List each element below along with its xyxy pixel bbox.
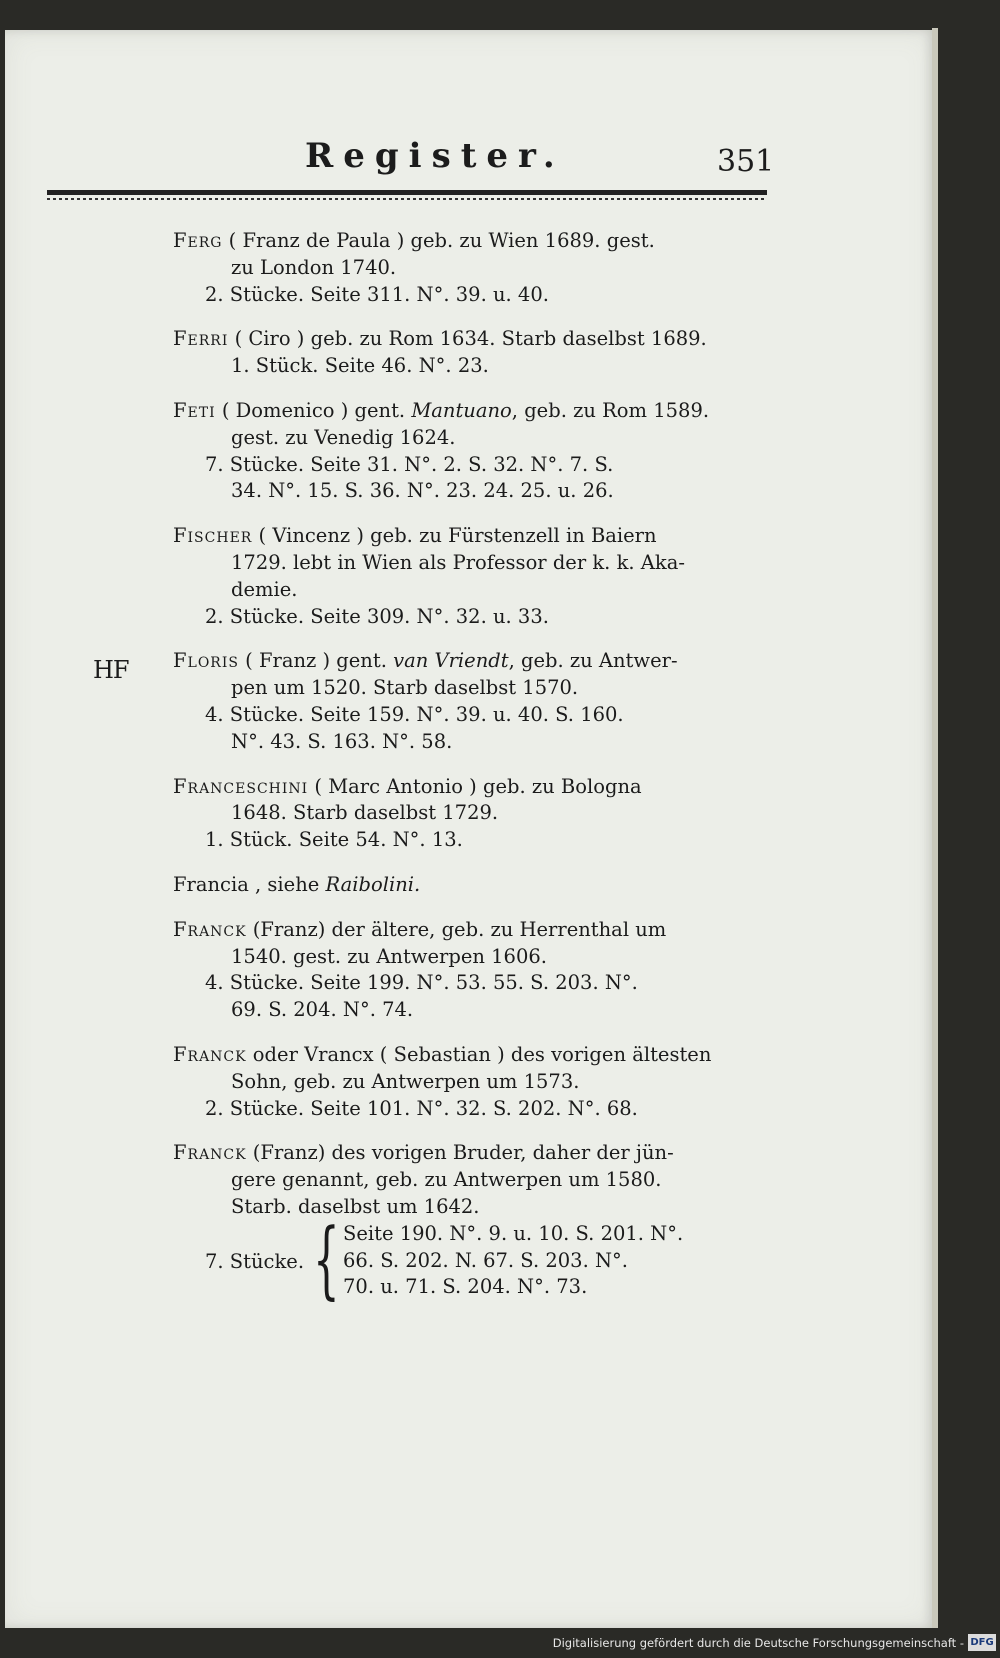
entry-floris: Floris ( Franz ) gent. van Vriendt, geb. zu Antwer- pen um 1520. Starb daselbst 1570. 4. Stücke. Seite 159. N°. 39. u. 40. S. 160. N°. 43. S. 163. N°. 58. bbox=[173, 648, 773, 755]
margin-note: HF bbox=[93, 656, 129, 684]
register-entries bbox=[173, 228, 773, 1323]
entry-franceschini: Franceschini ( Marc Antonio ) geb. zu Bologna 1648. Starb daselbst 1729. 1. Stück. Seite 54. N°. 13. bbox=[173, 774, 773, 854]
entry-line: Sohn, geb. zu Antwerpen um 1573. bbox=[231, 1069, 580, 1093]
works-list bbox=[343, 1221, 683, 1301]
footer-bar bbox=[0, 1630, 1000, 1658]
curly-brace-icon: { bbox=[313, 1209, 340, 1308]
entry-line: gere genannt, geb. zu Antwerpen um 1580. bbox=[231, 1168, 662, 1192]
book-page bbox=[5, 30, 935, 1628]
works-line: 70. u. 71. S. 204. N°. 73. bbox=[343, 1275, 588, 1299]
entry-name: Franck bbox=[173, 917, 247, 941]
entry-line: demie. bbox=[231, 577, 298, 601]
entry-name: Franck bbox=[173, 1042, 247, 1066]
works-line: 66. S. 202. N. 67. S. 203. N°. bbox=[343, 1248, 628, 1272]
entry-name: Franceschini bbox=[173, 774, 309, 798]
entry-line: gest. zu Venedig 1624. bbox=[231, 425, 456, 449]
page-number: 351 bbox=[717, 144, 775, 179]
works-line: Seite 190. N°. 9. u. 10. S. 201. N°. bbox=[343, 1221, 684, 1245]
funding-credit: Digitalisierung gefördert durch die Deutsche Forschungsgemeinschaft - bbox=[552, 1636, 964, 1650]
entry-fischer: Fischer ( Vincenz ) geb. zu Fürstenzell in Baiern 1729. lebt in Wien als Professor der k. k. Aka- demie. 2. Stücke. Seite 309. N°. 32. u. 33. bbox=[173, 523, 773, 630]
entry-feti: Feti ( Domenico ) gent. Mantuano, geb. zu Rom 1589. gest. zu Venedig 1624. 7. Stücke. Seite 31. N°. 2. S. 32. N°. 7. S. 34. N°. 15. S. 36. N°. 23. 24. 25. u. 26. bbox=[173, 398, 773, 505]
entry-line: Starb. daselbst um 1642. bbox=[231, 1194, 480, 1218]
entry-line: 1540. gest. zu Antwerpen 1606. bbox=[231, 944, 547, 968]
entry-francia: Francia , siehe Raibolini. bbox=[173, 872, 421, 896]
entry-works: 4. Stücke. Seite 159. N°. 39. u. 40. S. 160. bbox=[205, 702, 624, 726]
header-rule bbox=[47, 190, 767, 195]
entry-works-cont: N°. 43. S. 163. N°. 58. bbox=[231, 729, 453, 753]
entry-line: pen um 1520. Starb daselbst 1570. bbox=[231, 676, 579, 700]
entry-line: zu London 1740. bbox=[231, 255, 397, 279]
entry-line: 1648. Starb daselbst 1729. bbox=[231, 801, 499, 825]
works-brace-block bbox=[173, 1209, 773, 1308]
entry-name: Floris bbox=[173, 649, 239, 673]
entry-name: Feti bbox=[173, 398, 216, 422]
entry-works: 2. Stücke. Seite 309. N°. 32. u. 33. bbox=[205, 604, 549, 628]
page-header bbox=[5, 30, 935, 230]
header-rule-dotted bbox=[47, 198, 767, 200]
entry-works: 7. Stücke. Seite 31. N°. 2. S. 32. N°. 7. S. bbox=[205, 452, 614, 476]
entry-name: Franck bbox=[173, 1141, 247, 1165]
entry-works: 4. Stücke. Seite 199. N°. 53. 55. S. 203. N°. bbox=[205, 971, 638, 995]
page-edge bbox=[932, 28, 938, 1628]
entry-works-cont: 34. N°. 15. S. 36. N°. 23. 24. 25. u. 26. bbox=[231, 479, 614, 503]
entry-works: 1. Stück. Seite 54. N°. 13. bbox=[205, 828, 463, 852]
entry-franck-franz-younger: Franck (Franz) des vorigen Bruder, daher der jün- gere genannt, geb. zu Antwerpen um 1580. Starb. daselbst um 1642. 7. Stücke. { Seite 190. N°. 9. u. 10. S. 201. N°. 66. S. 202. N. 67. S. 203. N°. 70. u. 71. S. 204. N°. 73. bbox=[173, 1140, 773, 1304]
entry-name: Ferg bbox=[173, 229, 223, 252]
entry-name: Fischer bbox=[173, 524, 253, 548]
entry-franck-sebastian: Franck oder Vrancx ( Sebastian ) des vorigen ältesten Sohn, geb. zu Antwerpen um 1573. 2. Stücke. Seite 101. N°. 32. S. 202. N°. 68. bbox=[173, 1042, 773, 1122]
works-count: 7. Stücke. bbox=[205, 1249, 305, 1273]
entry-works: 2. Stücke. Seite 101. N°. 32. S. 202. N°. 68. bbox=[205, 1096, 638, 1120]
entry-works: 2. Stücke. Seite 311. N°. 39. u. 40. bbox=[205, 282, 549, 306]
entry-ferri: Ferri ( Ciro ) geb. zu Rom 1634. Starb daselbst 1689. 1. Stück. Seite 46. N°. 23. bbox=[173, 326, 773, 380]
entry-works: 1. Stück. Seite 46. N°. 23. bbox=[231, 354, 489, 378]
entry-name: Ferri bbox=[173, 327, 229, 351]
entry-line: 1729. lebt in Wien als Professor der k. k. Aka- bbox=[231, 550, 685, 574]
entry-works-cont: 69. S. 204. N°. 74. bbox=[231, 998, 414, 1022]
entry-ferg: Ferg ( Franz de Paula ) geb. zu Wien 1689. gest. zu London 1740. 2. Stücke. Seite 311. N°. 39. u. 40. bbox=[173, 228, 773, 308]
entry-franck-franz-elder: Franck (Franz) der ältere, geb. zu Herrenthal um 1540. gest. zu Antwerpen 1606. 4. Stücke. Seite 199. N°. 53. 55. S. 203. N°. 69. S. 204. N°. 74. bbox=[173, 917, 773, 1024]
running-title: Register. bbox=[305, 136, 565, 176]
dfg-logo: DFG bbox=[968, 1634, 996, 1651]
